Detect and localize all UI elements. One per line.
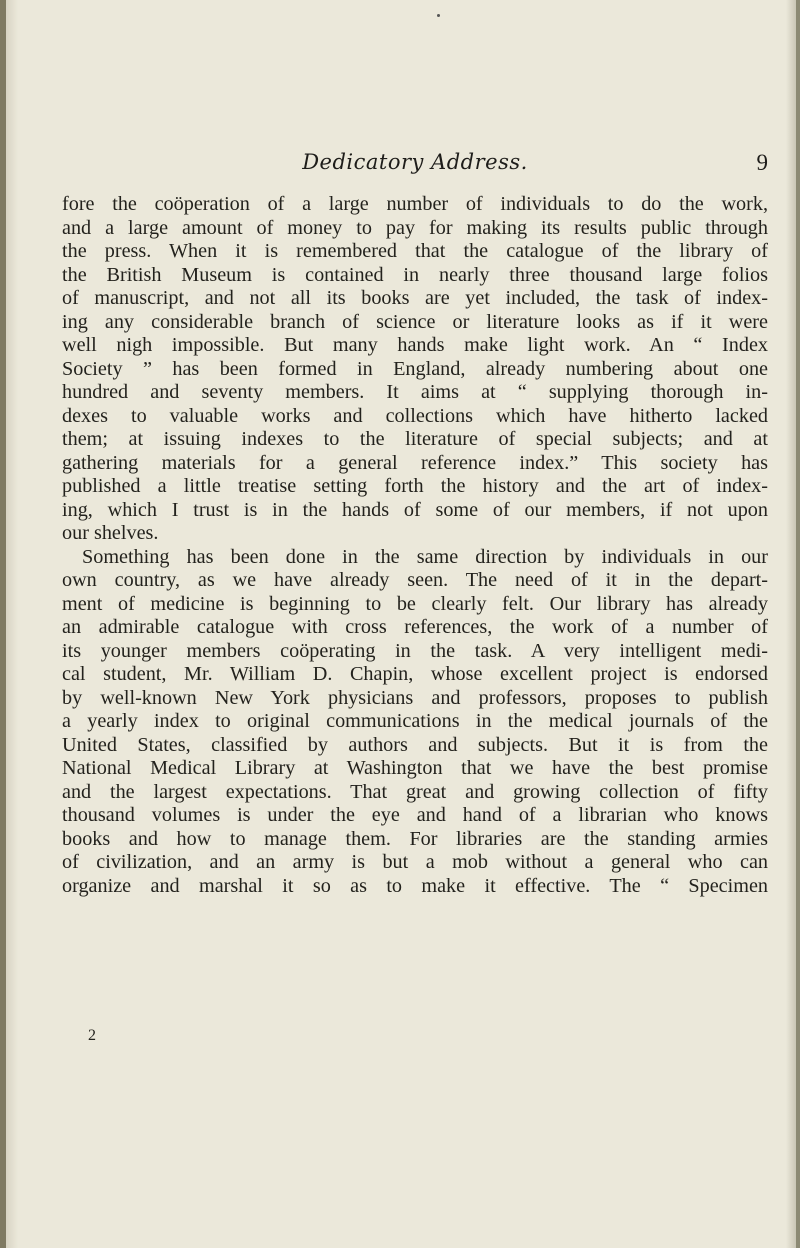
text-line: dexes to valuable works and collections which have hitherto lacked xyxy=(62,404,768,427)
text-line: books and how to manage them. For libraries are the standing armies xyxy=(62,827,768,850)
text-line: ment of medicine is beginning to be clearly felt. Our library has already xyxy=(62,592,768,615)
text-line: a yearly index to original communications in the medical journals of the xyxy=(62,710,768,732)
page-right-edge xyxy=(796,0,800,1248)
ink-speck xyxy=(437,14,440,17)
text-line-paragraph-end: our shelves. xyxy=(62,522,159,544)
text-line: and the largest expectations. That great and growing collection of fifty xyxy=(62,780,768,803)
text-line: an admirable catalogue with cross references, the work of a number of xyxy=(62,616,768,638)
text-line: its younger members coöperating in the task. A very intelligent medi- xyxy=(62,639,768,662)
text-line: the press. When it is remembered that the catalogue of the library of xyxy=(62,240,768,262)
text-line: Society ” has been formed in England, already numbering about one xyxy=(62,357,768,380)
text-line: organize and marshal it so as to make it effective. The “ Specimen xyxy=(62,874,768,897)
text-line: them; at issuing indexes to the literature of special subjects; and at xyxy=(62,428,768,450)
text-line: and a large amount of money to pay for making its results public through xyxy=(62,216,768,239)
text-line: cal student, Mr. William D. Chapin, whose excellent project is endorsed xyxy=(62,663,768,685)
text-line: the British Museum is contained in nearly three thousand large folios xyxy=(62,263,768,286)
page-number: 9 xyxy=(756,150,768,175)
body-text xyxy=(62,193,768,898)
text-line: fore the coöperation of a large number of individuals to do the work, xyxy=(62,193,768,215)
text-line: National Medical Library at Washington that we have the best promise xyxy=(62,757,768,779)
text-line: ing, which I trust is in the hands of some of our members, if not upon xyxy=(62,498,768,521)
running-title: Dedicatory Address. xyxy=(302,150,528,174)
text-line: by well-known New York physicians and professors, proposes to publish xyxy=(62,686,768,709)
text-line: well nigh impossible. But many hands make light work. An “ Index xyxy=(62,334,768,356)
text-line: of civilization, and an army is but a mob without a general who can xyxy=(62,851,768,873)
signature-mark: 2 xyxy=(88,1027,96,1044)
running-head xyxy=(62,150,768,182)
text-line: of manuscript, and not all its books are yet included, the task of index- xyxy=(62,287,768,309)
text-line-paragraph-start: Something has been done in the same direction by individuals in our xyxy=(82,545,768,568)
text-line: ing any considerable branch of science or literature looks as if it were xyxy=(62,310,768,333)
text-line: published a little treatise setting forth the history and the art of index- xyxy=(62,475,768,497)
text-line: thousand volumes is under the eye and hand of a librarian who knows xyxy=(62,804,768,826)
page-binding-edge xyxy=(0,0,6,1248)
text-line: United States, classified by authors and subjects. But it is from the xyxy=(62,733,768,756)
text-line: gathering materials for a general reference index.” This society has xyxy=(62,451,768,474)
text-line: own country, as we have already seen. The need of it in the depart- xyxy=(62,569,768,591)
text-line: hundred and seventy members. It aims at “ supplying thorough in- xyxy=(62,381,768,403)
